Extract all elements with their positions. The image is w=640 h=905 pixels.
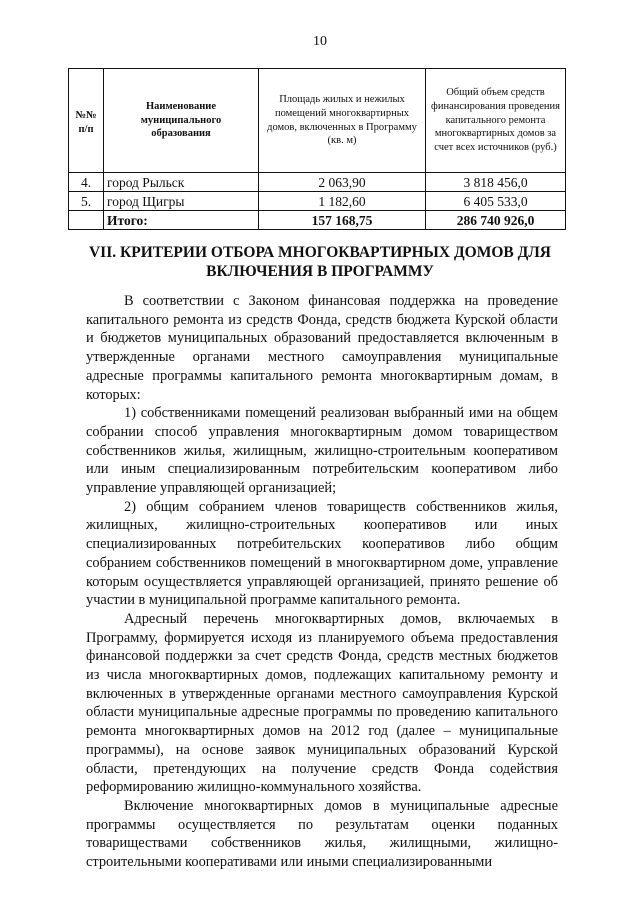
paragraph: В соответствии с Законом финансовая поддержка на проведение капитального ремонта из средств Фонда, средств бюджета Курской области и бюджетов муниципальных образований предоставляется включенным в утвержденные органами местного самоуправления муниципальные адресные программы капитального ремонта многоквартирным домам, в которых: xyxy=(86,293,558,403)
row-municipality: город Щигры xyxy=(104,192,259,211)
table-total-row xyxy=(69,211,566,230)
paragraph: 2) общим собранием членов товариществ собственников жилья, жилищных, жилищно-строительных кооперативов или иных специализированных потребительских кооперативов либо общим собранием собственников помещений в многоквартирном доме, управление которым осуществляется управляющей организацией, принято решение об участии в муниципальной программе капитального ремонта. xyxy=(86,498,558,609)
total-cost: 286 740 926,0 xyxy=(426,211,566,230)
paragraph: Включение многоквартирных домов в муниципальные адресные программы осуществляется по результатам оценки поданных товариществами собственников жилья, жилищными, жилищно-строительными кооперативами или иными специализированными xyxy=(86,797,558,871)
column-header-area: Площадь жилых и нежилых помещений многоквартирных домов, включенных в Программу (кв. м) xyxy=(259,69,426,173)
total-area: 157 168,75 xyxy=(259,211,426,230)
row-cost: 6 405 533,0 xyxy=(426,192,566,211)
total-empty-cell xyxy=(69,211,104,230)
paragraph: 1) собственниками помещений реализован выбранный ими на общем собрании способ управления многоквартирным домом товариществом собственников жилья, жилищным, жилищно-строительным кооперативом или иным специализированным потребительским кооперативом либо управление управляющей организацией; xyxy=(86,405,558,497)
section-title: VII. КРИТЕРИИ ОТБОРА МНОГОКВАРТИРНЫХ ДОМОВ ДЛЯ ВКЛЮЧЕНИЯ В ПРОГРАММУ xyxy=(88,244,551,280)
column-header-municipality: Наименование муниципального образования xyxy=(104,69,259,173)
row-number: 4. xyxy=(69,173,104,192)
row-area: 2 063,90 xyxy=(259,173,426,192)
column-header-number: №№ п/п xyxy=(69,69,104,173)
paragraph: Адресный перечень многоквартирных домов, включаемых в Программу, формируется исходя из планируемого объема предоставления финансовой поддержки за счет средств Фонда, средств местных бюджетов из числа многоквартирных домов, подлежащих капитальному ремонту и включенных в утвержденные органами местного самоуправления Курской области муниципальные адресные программы по проведению капитального ремонта многоквартирных домов на 2012 год (далее – муниципальные программы), на основе заявок муниципальных образований Курской области, претендующих на получение средств Фонда содействия реформированию жилищно-коммунального хозяйства. xyxy=(86,610,558,796)
total-label: Итого: xyxy=(104,211,259,230)
row-area: 1 182,60 xyxy=(259,192,426,211)
row-number: 5. xyxy=(69,192,104,211)
row-cost: 3 818 456,0 xyxy=(426,173,566,192)
column-header-cost: Общий объем средств финансирования проведения капитального ремонта многоквартирных домов за счет всех источников (руб.) xyxy=(426,69,566,173)
table-row xyxy=(69,192,566,211)
financing-table xyxy=(68,68,566,230)
page-number: 10 xyxy=(313,34,327,49)
row-municipality: город Рыльск xyxy=(104,173,259,192)
section-body xyxy=(86,292,558,872)
table-row xyxy=(69,173,566,192)
table-header-row xyxy=(69,69,566,173)
